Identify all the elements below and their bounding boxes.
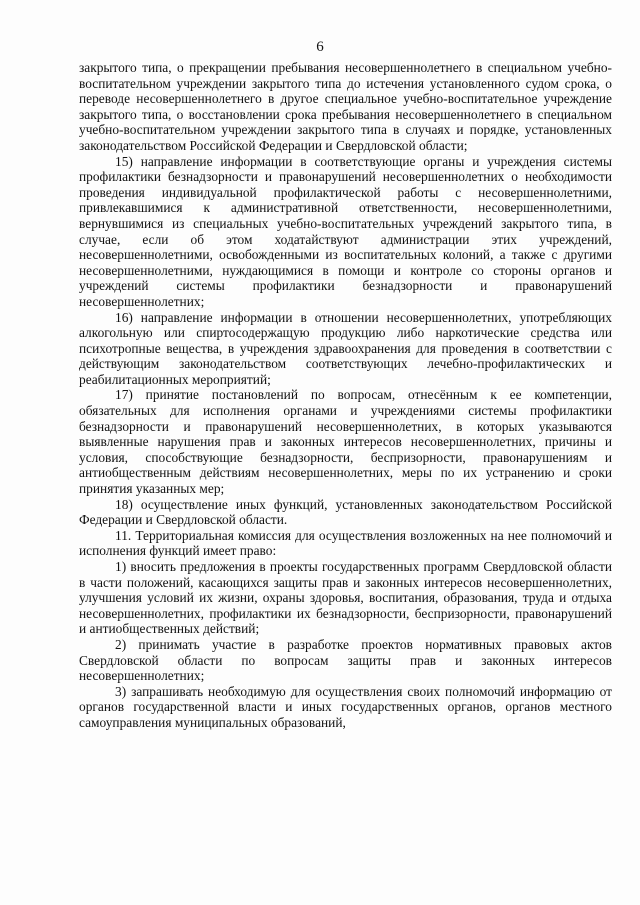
paragraph-item-16: 16) направление информации в отношении несовершеннолетних, употребляющих алкогольную или спиртосодержащую продукцию либо наркотические средства или психотропные вещества, в учреждения здравоохранения для проведения в соответствии с действующим законодательством соответствующих лечебно-профилактических и реабилитационных мероприятий; [79, 309, 612, 387]
document-body [79, 60, 612, 731]
page-number: 6 [316, 39, 324, 55]
paragraph-subitem-3: 3) запрашивать необходимую для осуществления своих полномочий информацию от органов государственной власти и иных государственных органов, органов местного самоуправления муниципальных образований, [79, 683, 612, 730]
paragraph-continuation: закрытого типа, о прекращении пребывания несовершеннолетнего в специальном учебно-воспитательном учреждении закрытого типа до истечения установленного судом срока, о переводе несовершеннолетнего в другое специальное учебно-воспитательное учреждение закрытого типа, о восстановлении срока пребывания несовершеннолетнего в специальном учебно-воспитательном учреждении закрытого типа в случаях и порядке, установленных законодательством Российской Федерации и Свердловской области; [79, 60, 612, 153]
paragraph-item-17: 17) принятие постановлений по вопросам, отнесённым к ее компетенции, обязательных для исполнения органами и учреждениями системы профилактики безнадзорности и правонарушений несовершеннолетних, в которых указываются выявленные нарушения прав и законных интересов несовершеннолетних, причины и условия, способствующие безнадзорности, беспризорности, правонарушениям и антиобщественным действиям несовершеннолетних, меры по их устранению и сроки принятия указанных мер; [79, 387, 612, 497]
paragraph-section-11: 11. Территориальная комиссия для осуществления возложенных на нее полномочий и исполнения функций имеет право: [79, 527, 612, 559]
paragraph-subitem-1: 1) вносить предложения в проекты государственных программ Свердловской области в части положений, касающихся защиты прав и законных интересов несовершеннолетних, улучшения условий их жизни, охраны здоровья, воспитания, образования, труда и отдыха несовершеннолетних, профилактики их безнадзорности, беспризорности, правонарушений и антиобщественных действий; [79, 559, 612, 637]
paragraph-item-15: 15) направление информации в соответствующие органы и учреждения системы профилактики безнадзорности и правонарушений несовершеннолетних о необходимости проведения индивидуальной профилактической работы с несовершеннолетними, привлекавшимися к административной ответственности, несовершеннолетними, вернувшимися из специальных учебно-воспитательных учреждений закрытого типа, в случае, если об этом ходатайствуют администрации этих учреждений, несовершеннолетними, освобожденными из воспитательных колоний, а также с другими несовершеннолетними, нуждающимися в помощи и контроле со стороны органов и учреждений системы профилактики безнадзорности и правонарушений несовершеннолетних; [79, 153, 612, 309]
paragraph-subitem-2: 2) принимать участие в разработке проектов нормативных правовых актов Свердловской области по вопросам защиты прав и законных интересов несовершеннолетних; [79, 636, 612, 684]
paragraph-item-18: 18) осуществление иных функций, установленных законодательством Российской Федерации и Свердловской области. [79, 496, 612, 528]
